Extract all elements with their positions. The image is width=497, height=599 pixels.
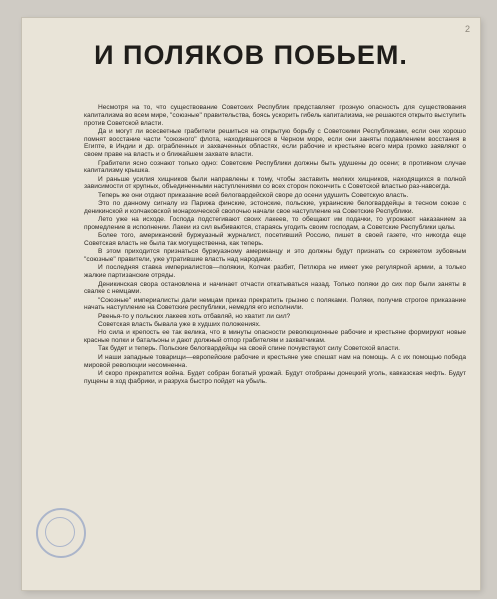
paragraph: Более того, американский буржуазный журналист, посетивший Россию, пишет в своей газете, что никогда еще Советская власть не была так могущественна, как теперь. xyxy=(84,232,466,248)
paragraph: Так будет и теперь. Польские белогвардейцы на своей спине почувствуют силу Советской власти. xyxy=(98,345,400,353)
paragraph: Несмотря на то, что существование Советских Республик представляет грозную опасность для существования капитализма во всем мире, "союзные" правительства, боясь ускорить гибель капитализма, не решаются открыто выступить против Советской власти. xyxy=(84,104,466,127)
paragraph: И раньше усилия хищников были направлены к тому, чтобы заставить мелких хищников, находящихся в полной зависимости от крупных, объединенными наступлениями со всех сторон покончить с Советской властью раз-навсегда. xyxy=(84,175,466,191)
paragraph: И последняя ставка империалистов—полякии, Колчак разбит, Петлюра не имеет уже регулярной армии, а только жалкие партизанские отряды. xyxy=(84,264,466,280)
paragraph: Это по данному сигналу из Парижа финские, эстонские, польские, украинские белогвардейцы в тесном союзе с деникинской и колчаковской монархической сволочью начали свое наступление на Советские Республики. xyxy=(84,200,466,215)
paragraph: Лето уже на исходе. Господа подстегивают своих лакеев, то обещают им подачки, то угрожают наказанием за промедление в исполнении. Лакеи из сил выбиваются, стараясь угодить своим господам, а Советские Республики целы. xyxy=(84,216,466,231)
paragraph: Грабители ясно сознают только одно: Советские Республики должны быть удушены до осени; в противном случае капитализму крышка. xyxy=(84,159,466,175)
paragraph: Теперь же они отдают приказание всей белогвардейской своре до осени удушить Советскую власть. xyxy=(98,191,409,199)
library-stamp xyxy=(36,508,86,558)
document-body xyxy=(84,104,466,386)
paragraph: Рвенья-то у польских лакеев хоть отбавляй, но хватит ли сил? xyxy=(98,312,291,320)
faded-handwritten-annotation xyxy=(252,492,462,508)
paragraph: "Союзные" империалисты дали немцам приказ прекратить грызню с поляками. Поляки, получив строгое приказание начать наступление на Советские республики, немедля его исполнили. xyxy=(84,296,466,312)
paragraph: Да и могут ли всесветные грабители решиться на открытую борьбу с Советскими Республиками, если они хорошо помнят восстание части "союзного" флота, находившегося в Черном море, если они заняты подавлением восстания в Египте, в Индии и др. ограбленных и захваченных областях, если рабочие и крестьяне всего мира громко заявляют о своем праве на власть и о ближайшем захвате власти. xyxy=(84,127,466,159)
paragraph: Советская власть бывала уже в худших положениях. xyxy=(98,321,261,329)
bleed-through-text xyxy=(127,70,397,79)
paragraph: В этом приходится признаться буржуазному американцу и это должны будут признать со скрежетом зубовным "союзные" правители, уже утратившие власть над народами. xyxy=(84,248,466,264)
paragraph: И скоро прекратится война. Будет собран богатый урожай. Будут отобраны донецкий уголь, кавказская нефть. Будут пущены в ход фабрики, и разруха быстро пойдет на убыль. xyxy=(84,369,466,385)
document-title: И ПОЛЯКОВ ПОБЬЕМ. xyxy=(94,40,408,70)
paragraph: Деникинская свора остановлена и начинает отчасти откатываться назад. Только поляки до сих пор были заняты в свалке с немцами. xyxy=(84,280,466,296)
paragraph: Но сила и крепость ее так велика, что в минуты опасности революционные рабочие и крестьяне формируют новые красные полки и батальоны и дают должный отпор грабителям и захватчикам. xyxy=(84,329,466,345)
document-page xyxy=(22,18,480,590)
page-number: 2 xyxy=(464,24,470,34)
paragraph: И наши западные товарищи—европейские рабочие и крестьяне уже спешат нам на помощь. А с их помощью победа мировой революции несомненна. xyxy=(84,353,466,369)
